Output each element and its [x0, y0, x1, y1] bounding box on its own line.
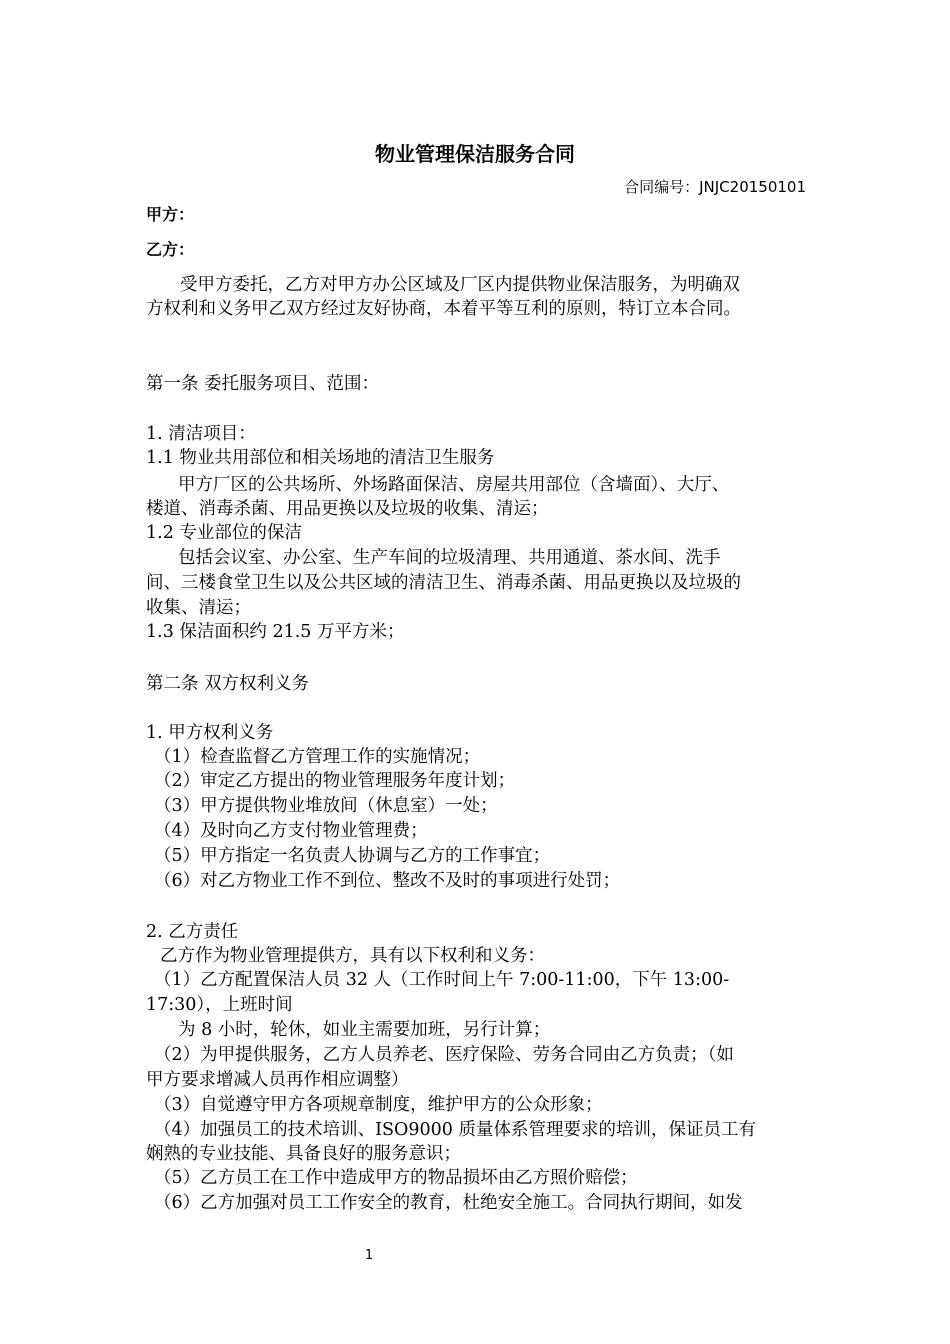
contract-number: 合同编号：JNJC20150101	[624, 178, 806, 196]
article2-heading: 第二条 双方权利义务	[146, 674, 310, 694]
party-b-line: 为 8 小时，轮休，如业主需要加班，另行计算；	[178, 1020, 551, 1040]
party-a-duty-item: （6）对乙方物业工作不到位、整改不及时的事项进行处罚；	[154, 871, 621, 891]
article1-line: 甲方厂区的公共场所、外场路面保洁、房屋共用部位（含墙面）、大厅、	[178, 475, 730, 495]
party-b-line: （1）乙方配置保洁人员 32 人（工作时间上午 7:00-11:00，下午 13:00-	[154, 970, 730, 990]
article1-line: 楼道、消毒杀菌、用品更换以及垃圾的收集、清运；	[146, 499, 549, 519]
party-b-line: 甲方要求增减人员再作相应调整）	[146, 1070, 409, 1090]
article1-line: 1.2 专业部位的保洁	[146, 523, 302, 543]
party-a-duty-item: （3）甲方提供物业堆放间（休息室）一处；	[154, 796, 498, 816]
party-b-line: （4）加强员工的技术培训、ISO9000 质量体系管理要求的培训，保证员工有	[154, 1120, 756, 1140]
party-b-line: （3）自觉遵守甲方各项规章制度，维护甲方的公众形象；	[154, 1095, 603, 1115]
intro-line-2: 方权利和义务甲乙双方经过友好协商，本着平等互利的原则，特订立本合同。	[146, 299, 741, 319]
party-b-duties-title: 2. 乙方责任	[146, 922, 239, 942]
party-b-line: 乙方作为物业管理提供方，具有以下权利和义务：	[160, 946, 545, 966]
article1-line: 1. 清洁项目：	[146, 424, 256, 444]
document-title: 物业管理保洁服务合同	[375, 142, 575, 166]
party-b-line: （5）乙方员工在工作中造成甲方的物品损坏由乙方照价赔偿；	[154, 1168, 638, 1188]
article1-line: 包括会议室、办公室、生产车间的垃圾清理、共用通道、茶水间、洗手	[178, 548, 721, 568]
party-b-line: （6）乙方加强对员工工作安全的教育，杜绝安全施工。合同执行期间，如发	[154, 1193, 743, 1213]
article1-heading: 第一条 委托服务项目、范围：	[146, 374, 380, 394]
article1-line: 收集、清运；	[146, 598, 251, 618]
party-a-duty-item: （4）及时向乙方支付物业管理费；	[154, 821, 428, 841]
page-number: 1	[364, 1248, 374, 1263]
party-b-line: 17:30），上班时间	[146, 995, 293, 1015]
intro-line-1: 受甲方委托，乙方对甲方办公区域及厂区内提供物业保洁服务，为明确双	[180, 275, 740, 295]
party-a-duty-item: （5）甲方指定一名负责人协调与乙方的工作事宜；	[154, 846, 551, 866]
party-a-duty-item: （2）审定乙方提出的物业管理服务年度计划；	[154, 771, 516, 791]
party-b-label: 乙方：	[146, 240, 195, 259]
party-a-label: 甲方：	[146, 205, 195, 224]
party-a-duty-item: （1）检查监督乙方管理工作的实施情况；	[154, 747, 481, 767]
article1-line: 1.1 物业共用部位和相关场地的清洁卫生服务	[146, 448, 495, 468]
party-b-line: 娴熟的专业技能、具备良好的服务意识；	[146, 1144, 461, 1164]
party-b-line: （2）为甲提供服务，乙方人员养老、医疗保险、劳务合同由乙方负责；（如	[154, 1045, 734, 1065]
article1-line: 1.3 保洁面积约 21.5 万平方米；	[146, 622, 405, 642]
article1-line: 间、三楼食堂卫生以及公共区域的清洁卫生、消毒杀菌、用品更换以及垃圾的	[146, 573, 741, 593]
party-a-duties-title: 1. 甲方权利义务	[146, 723, 274, 743]
